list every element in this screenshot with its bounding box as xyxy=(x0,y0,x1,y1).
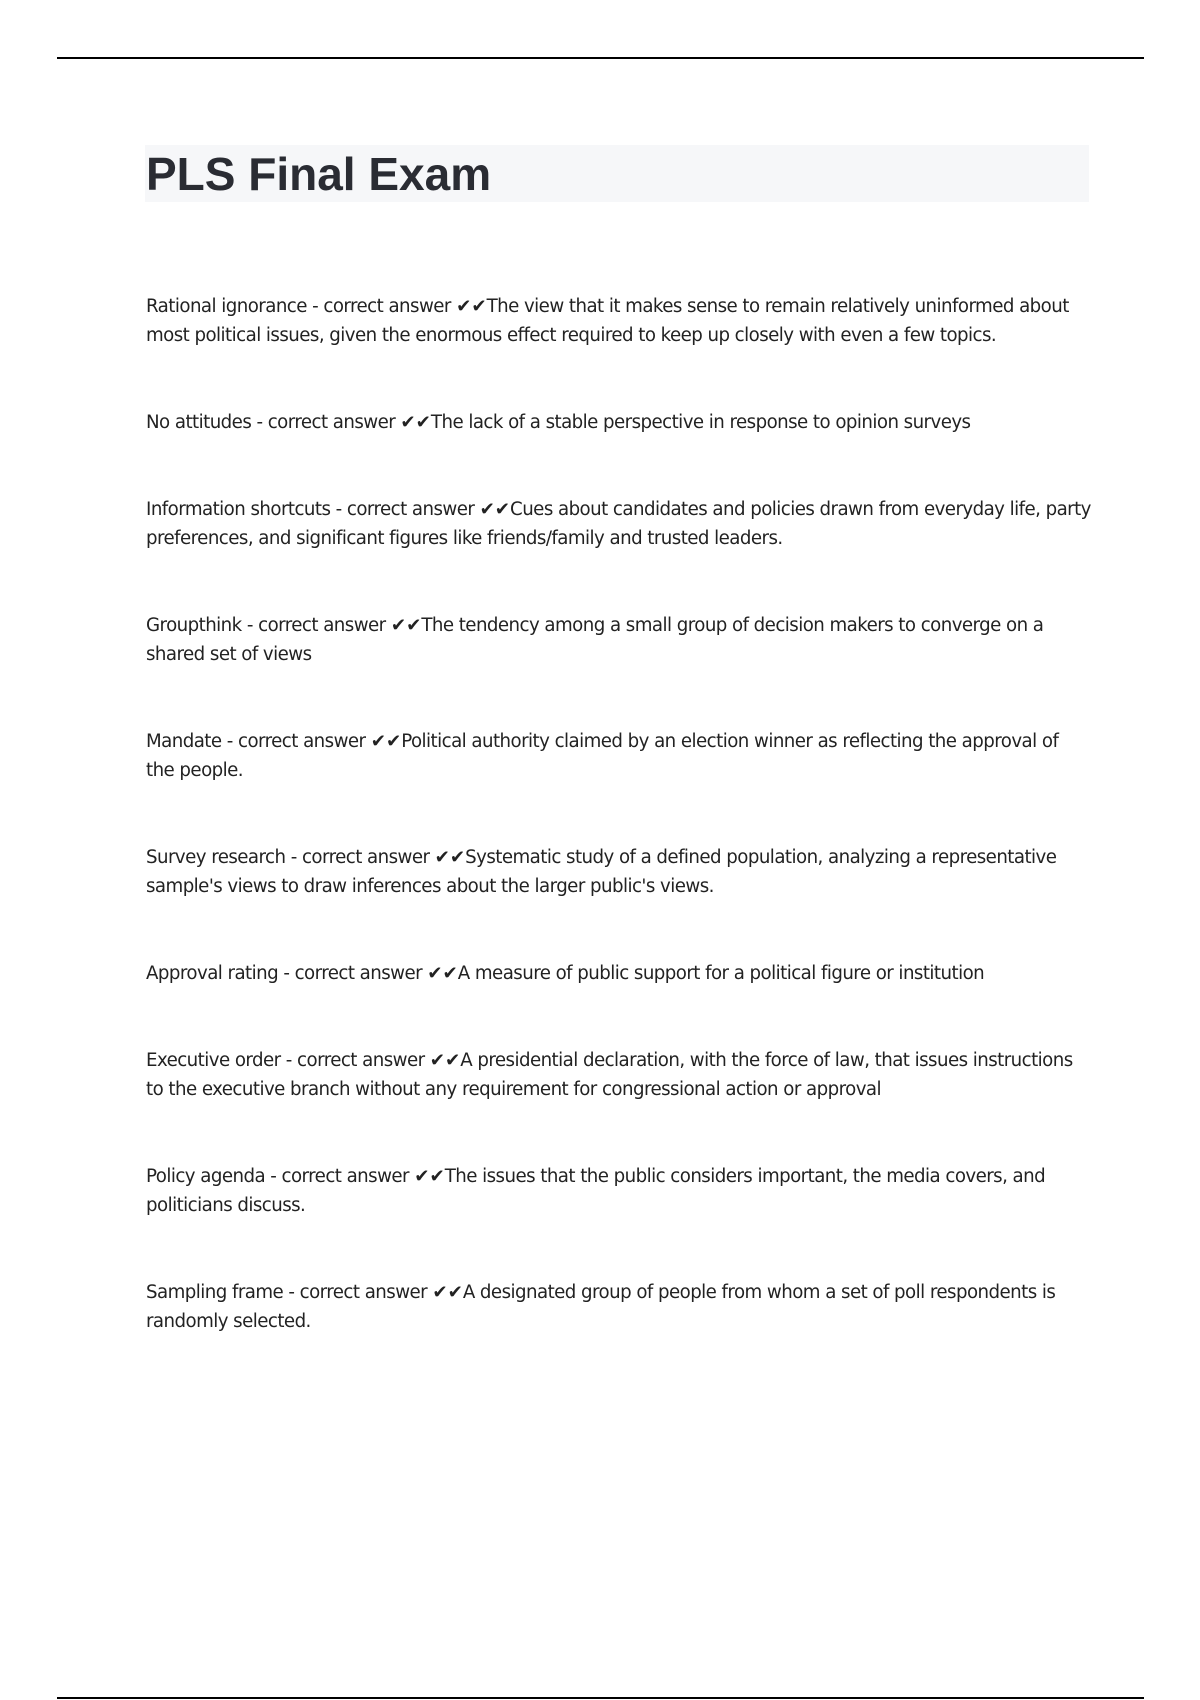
entry-definition: The view that it makes sense to remain relatively uninformed about most political issues, given the enormous effect required to keep up closely with even a few topics. xyxy=(146,296,1069,346)
entry-definition: The tendency among a small group of decision makers to converge on a shared set of views xyxy=(146,615,1044,665)
entry-term: Executive order xyxy=(146,1050,281,1071)
list-item xyxy=(146,611,1091,669)
entry-term: Policy agenda xyxy=(146,1166,266,1187)
list-item xyxy=(146,1046,1091,1104)
entry-list xyxy=(146,292,1091,1394)
entry-separator: - correct answer xyxy=(221,731,371,752)
entry-term: Survey research xyxy=(146,847,286,868)
check-marks-icon: ✔✔ xyxy=(456,296,487,317)
check-marks-icon: ✔✔ xyxy=(434,847,466,868)
entry-term: Groupthink xyxy=(146,615,242,636)
entry-definition: Systematic study of a defined population, analyzing a representative sample's views to draw inferences about the larger public's views. xyxy=(146,847,1057,897)
entry-definition: Political authority claimed by an election winner as reflecting the approval of the people. xyxy=(146,731,1059,781)
list-item xyxy=(146,959,1091,988)
bottom-rule xyxy=(57,1697,1144,1699)
list-item xyxy=(146,727,1091,785)
entry-term: Information shortcuts xyxy=(146,499,331,520)
top-rule xyxy=(57,57,1144,59)
check-marks-icon: ✔✔ xyxy=(432,1282,463,1303)
check-marks-icon: ✔✔ xyxy=(479,499,511,520)
check-marks-icon: ✔✔ xyxy=(429,1050,461,1071)
list-item xyxy=(146,292,1091,350)
entry-separator: - correct answer xyxy=(241,615,391,636)
list-item xyxy=(146,408,1091,437)
list-item xyxy=(146,1162,1091,1220)
list-item xyxy=(146,495,1091,553)
entry-definition: The issues that the public considers important, the media covers, and politicians discuss. xyxy=(146,1166,1046,1216)
entry-definition: A presidential declaration, with the force of law, that issues instructions to the executive branch without any requirement for congressional action or approval xyxy=(146,1050,1073,1100)
list-item xyxy=(146,843,1091,901)
entry-definition: Cues about candidates and policies drawn from everyday life, party preferences, and significant figures like friends/family and trusted leaders. xyxy=(146,499,1091,549)
entry-term: Sampling frame xyxy=(146,1282,284,1303)
entry-definition: A designated group of people from whom a set of poll respondents is randomly selected. xyxy=(146,1282,1056,1332)
entry-separator: - correct answer xyxy=(330,499,480,520)
entry-separator: - correct answer xyxy=(306,296,457,317)
entry-term: Approval rating xyxy=(146,963,279,984)
entry-definition: The lack of a stable perspective in response to opinion surveys xyxy=(430,412,971,433)
entry-separator: - correct answer xyxy=(285,847,435,868)
check-marks-icon: ✔✔ xyxy=(390,615,422,636)
entry-term: Mandate xyxy=(146,731,222,752)
entry-term: Rational ignorance xyxy=(146,296,307,317)
list-item xyxy=(146,1278,1091,1336)
entry-definition: A measure of public support for a political figure or institution xyxy=(457,963,985,984)
check-marks-icon: ✔✔ xyxy=(414,1166,445,1187)
entry-separator: - correct answer xyxy=(280,1050,430,1071)
page-title: PLS Final Exam xyxy=(146,148,492,200)
check-marks-icon: ✔✔ xyxy=(427,963,458,984)
entry-separator: - correct answer xyxy=(251,412,401,433)
entry-separator: - correct answer xyxy=(283,1282,433,1303)
entry-term: No attitudes xyxy=(146,412,252,433)
entry-separator: - correct answer xyxy=(278,963,428,984)
entry-separator: - correct answer xyxy=(265,1166,415,1187)
check-marks-icon: ✔✔ xyxy=(400,412,431,433)
check-marks-icon: ✔✔ xyxy=(370,731,402,752)
